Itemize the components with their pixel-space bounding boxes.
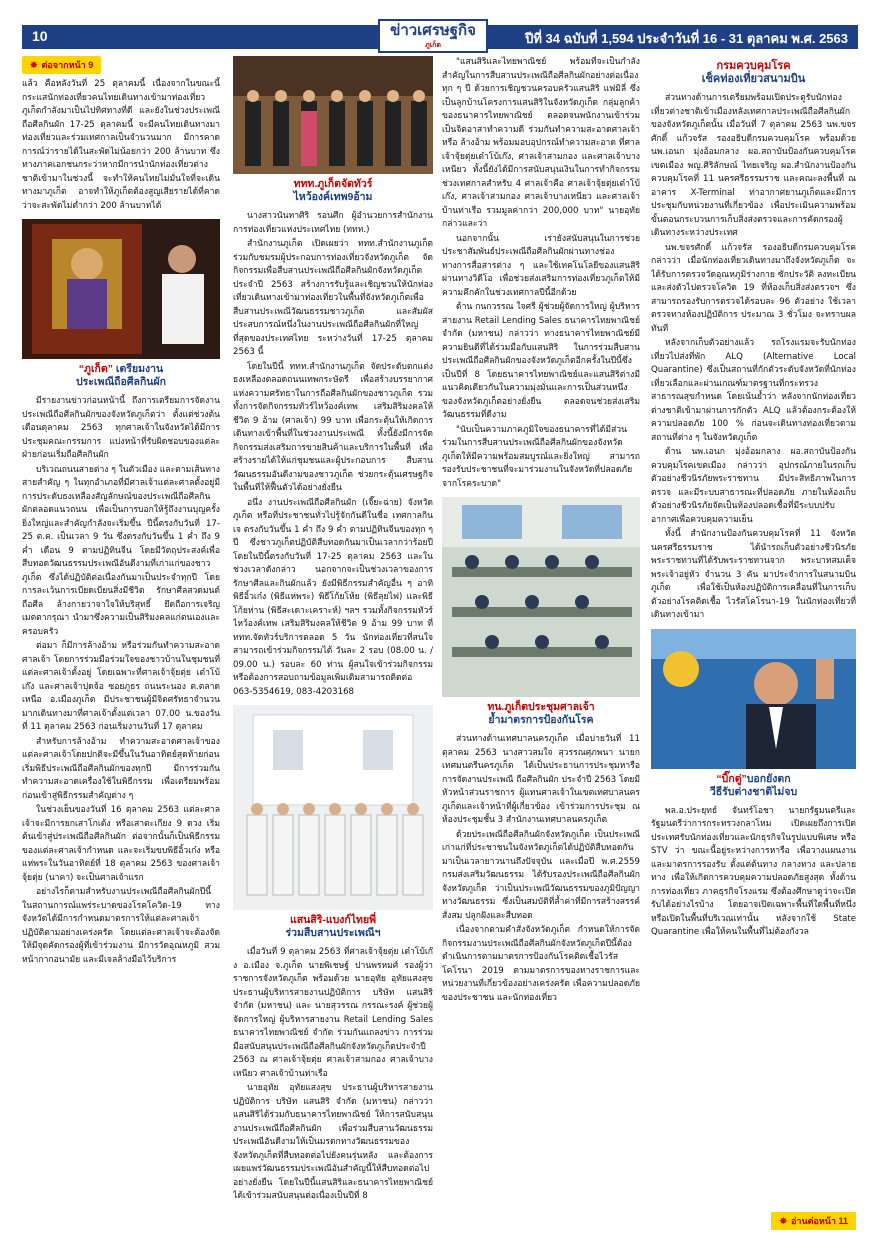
caption-line-1: ทน.ภูเก็ตประชุมศาลเจ้า: [487, 701, 595, 713]
caption-line-2: ร่วมสืบสานประเพณีฯ: [285, 927, 381, 939]
column-4: [651, 56, 856, 1226]
logo-title: ข่าวเศรษฐกิจ: [390, 23, 476, 39]
continued-from-tag: [22, 56, 101, 74]
paragraph: โดยในปีนี้ ททท.สำนักงานภูเก็ต จัดประดับตกแต่งธงเหลืองตลอดถนนเทพกระษัตรี เพื่อสร้างบรรยากาศแห่งความศรัทธาในการถือศีลกินผักของชาวภูเก็ต รวมทั้งการจัดกิจกรรมทัวร์ไหว้องค์เทพ เสริมสิริมงคลให้ชีวิต 9 อ้าม (ศาลเจ้า) 99 บาท เพื่อกระตุ้นให้เกิดการเดินทางเข้าพื้นที่ในช่วงงานประเพณี ทั้งนี้ยังมีการจัดกิจกรรมส่งเสริมการขายสินค้าและบริการในพื้นที่ เพื่อสร้างรายได้ให้แก่ชุมชนและผู้ประกอบการ สืบสานวัฒนธรรมอันดีงามของชาวภูเก็ต ช่วยกระตุ้นเศรษฐกิจในพื้นที่ให้ฟื้นตัวได้อย่างยั่งยืน: [233, 361, 433, 493]
paragraph: บริเวณถนนสายต่าง ๆ ในตัวเมือง และตามเส้นทางสายสำคัญ ๆ ในทุกอำเภอที่มีศาลเจ้าแต่ละศาลตั้งอยู่มีการประดับธงเหลืองสัญลักษณ์ของประเพณีถือศีลกินผักตลอดแนวถนน เพื่อเป็นการบอกให้รู้ถึงงานบุญครั้งยิ่งใหญ่และสำคัญกำลังจะเริ่มขึ้น ปีนี้ตรงกับวันที่ 17-25 ต.ค. เป็นเวลา 9 วัน ซึ่งตรงกับวันขึ้น 1 ค่ำ ถึง 9 ค่ำ เดือน 9 ตามปฏิทินจีน โดยมีวัตถุประสงค์เพื่อสืบทอดวัฒนธรรมประเพณีอันดีงามที่เก่าแก่ของชาวภูเก็ต ซึ่งได้ปฏิบัติต่อเนื่องกันมาเป็นประจำทุกปี โดยการละเว้นการเบียดเบียนสิ่งมีชีวิต รักษาศีลสวดมนต์ถือศีล ล้างกายวาจาใจให้บริสุทธิ์ ยึดถือการเจริญเมตตากรุณา นำมาซึ่งความเป็นสิริมงคลแก่ตนเองและครอบครัว: [22, 464, 220, 637]
paragraph: เมื่อวันที่ 9 ตุลาคม 2563 ที่ศาลเจ้าจุ้ยตุ่ย เต๋าโบ้เก๊ง อ.เมือง จ.ภูเก็ต นายพิเชษฐ์ ปานพรหมศ์ รองผู้ว่าราชการจังหวัดภูเก็ต พร้อมด้วย นายอุทัย อุทัยแสงสุข ประธานผู้บริหารสายงานปฏิบัติการ บริษัท แสนสิริ จำกัด (มหาชน) และ นายสุวรรณ กรรณะรงค์ ผู้ช่วยผู้จัดการใหญ่ ผู้บริหารสายงาน Retail Lending Sales ธนาคารไทยพาณิชย์ จำกัด ร่วมกันแถลงข่าว การร่วมมือสนับสนุนประเพณีถือศีลกินผักจังหวัดภูเก็ตประจำปี 2563 ณ ศาลเจ้าจุ้ยตุ่ย ศาลเจ้าสามกอง ศาลเจ้าบางเหนียว ศาลเจ้าบ้านท่าเรือ: [233, 947, 433, 1079]
paragraph: ด้าน นพ.เอนก มุ่งอ้อมกลาง ผอ.สถาบันป้องกันควบคุมโรคเขตเมือง กล่าวว่า อุปกรณ์ภายในรถเก็บตัวอย่างชีวนิรภัยพระราชทาน มีประสิทธิภาพในการตรวจ และมีระบบสาธารณะที่ปลอดภัย ภายในห้องเก็บตัวอย่างชีวนิรภัยจัดเป็นห้องปลอดเชื้อที่มีระบบปรับอากาศเพื่อควบคุมความเย็น: [651, 447, 856, 525]
paragraph: ส่วนทางด้านการเตรียมพร้อมเปิดประตูรับนักท่องเที่ยวต่างชาติเข้าเมืองหลังเทศกาลประเพณีถือศีลกินผักของจังหวัดภูเก็ตนั้น เมื่อวันที่ 7 ตุลาคม 2563 นพ.ขจรศักดิ์ แก้วจรัส รองอธิบดีกรมควบคุมโรค พร้อมด้วย นพ.เอนก มุ่งอ้อมกลาง ผอ.สถาบันป้องกันควบคุมโรคเขตเมือง พญ.ศิริลักษณ์ ไทยเจริญ ผอ.สำนักงานป้องกันควบคุมโรคที่ 11 นครศรีธรรมราช และคณะลงพื้นที่ ณ อาคาร X-Terminal ท่าอากาศยานภูเก็ตและมีการประชุมกับหน่วยงานที่เกี่ยวข้อง เพื่อประเมินความพร้อมขั้นตอนกระบวนการเก็บสิ่งส่งตรวจและการคัดกรองผู้เดินทางระหว่างประเทศ: [651, 93, 856, 238]
paragraph: ในช่วงเย็นของวันที่ 16 ตุลาคม 2563 แต่ละศาลเจ้าจะมีการยกเสาโกเต้ง หรือเสาตะเกียง 9 ดวง เริ่มต้นเข้าสู่ประเพณีถือศีลกินผัก ต่อจากนั้นก็เป็นพิธีกรรมของแต่ละศาลเจ้ากำหนด และจะเริ่มขบพิธีอิ้วเก๋ง หรือแห่พระในวันอาทิตย์ที่ 18 ตุลาคม 2563 ของศาลเจ้าจุ้ยตุ่ย (นาคา) จะเป็นศาลเจ้าแรก: [22, 805, 220, 883]
prime-minister-illustration: [651, 629, 856, 769]
heading-line-2: เช็คท่องเที่ยวสนามบิน: [701, 73, 806, 85]
paragraph: มีรายงานข่าวก่อนหน้านี้ ถึงการเตรียมการจัดงานประเพณีถือศีลกินผักของจังหวัดภูเก็ตว่า ตั้งแต่ช่วงต้นเดือนตุลาคม 2563 ทุกศาลเจ้าในจังหวัดได้มีการประชุมคณะกรรมการ แบ่งหน้าที่รับผิดชอบของแต่ละฝ่ายก่อนเริ่มถือศีลกินผัก: [22, 396, 220, 460]
column-3: [442, 56, 640, 1226]
sansiri-press-photo: [233, 705, 433, 910]
paragraph: สำหรับการล้างอ้าม ทำความสะอาดศาลเจ้าของแต่ละศาลเจ้าโดยปกติจะมีขึ้นในวันอาทิตย์สุดท้ายก่อนเริ่มพิธีประเพณีถือศีลกินผักของทุกปี มีการร่วมกันทำความสะอาดเครื่องใช้ในพิธีกรรม เพื่อเตรียมพร้อมก่อนเข้าสู่พิธีกรรมสำคัญต่าง ๆ: [22, 736, 220, 801]
caption-line-2: วีธีรับต่างชาติไม่จบ: [709, 785, 798, 798]
caption-line-1: ททท.ภูเก็ตจัดทัวร์: [293, 178, 373, 190]
page-number: 10: [32, 28, 48, 44]
meeting-room-photo: [442, 497, 640, 697]
caption-line-2: ไหว้องค์เทพ9อ้าม: [293, 191, 373, 203]
paragraph: อนึ่ง งานประเพณีถือศีลกินผัก (เจี๊ยะฉ่าย) จังหวัดภูเก็ต หรือที่ประชาชนทั่วไปรู้จักกันดีในชื่อ เทศกาลกินเจ ตรงกับวันขึ้น 1 ค่ำ ถึง 9 ค่ำ ตามปฏิทินจีนของทุก ๆ ปี ซึ่งชาวภูเก็ตปฏิบัติสืบทอดกันมาเป็นเวลากว่าร้อยปี โดยในปีนี้ตรงกับวันที่ 17-25 ตุลาคม 2563 และในช่วงเวลาดังกล่าว นอกจากจะเป็นช่วงเวลาของการรักษาศีลและกินผักแล้ว ยังมีพิธีกรรมสำคัญอื่น ๆ อาทิ พิธีอิ้วเก๋ง (พิธีแห่พระ) พิธีโก้ยโห้ย (พิธีลุยไฟ) และพิธีโก้ยห่าน (พิธีสะเดาะเคราะห์) ฯลฯ รวมทั้งกิจกรรมทัวร์ไหว้องค์เทพ เสริมสิริมงคลให้ชีวิต 9 อ้าม 99 บาท ที่ ททท.จัดทัวร์บริการตลอด 5 วัน นักท่องเที่ยวที่สนใจสามารถเข้าร่วมกิจกรรมได้ วันละ 2 รอบ (08.00 น. / 09.00 น.) รอบละ 60 ท่าน ผู้สนใจเข้าร่วมกิจกรรม หรือต้องการสอบถามข้อมูลเพิ่มเติมสามารถติดต่อ 063-5354619, 083-4203168: [233, 497, 433, 697]
newspaper-logo: [378, 19, 488, 53]
paragraph: ด้าน กนกวรรณ ใจศรี ผู้ช่วยผู้จัดการใหญ่ ผู้บริหารสายงาน Retail Lending Sales ธนาคารไทยพาณิชย์ จำกัด (มหาชน) กล่าวว่า ทางธนาคารไทยพาณิชย์มีความยินดีที่ได้ร่วมมือกับแสนสิริ ในการร่วมสืบสานประเพณีถือศีลกินผักของจังหวัดภูเก็ตอีกครั้งในปีนี้ซึ่งเป็นปีที่ 8 โดยธนาคารไทยพาณิชย์และแสนสิริต่างมีแนวคิดเดียวกันในความมุ่งมั่นและการเป็นส่วนหนึ่งของจังหวัดภูเก็ตอย่างยั่งยืน ตลอดจนช่วยส่งเสริมวัฒนธรรมที่ดีงาม: [442, 302, 640, 420]
paragraph: อย่างไรก็ตามสำหรับงานประเพณีถือศีลกินผักปีนี้ในสถานการณ์แพร่ระบาดของโรคโควิด-19 ทางจังหวัดได้มีการกำหนดมาตรการให้แต่ละศาลเจ้าปฏิบัติตามอย่างเคร่งครัด โดยแต่ละศาลเจ้าจะต้องจัดให้มีจุดคัดกรองผู้ที่เข้าร่วมงาน มีการวัดอุณหภูมิ สวมหน้ากากอนามัย และมีเจลล้างมือไว้บริการ: [22, 887, 220, 965]
caption-red-part: “ภูเก็ต”: [78, 363, 113, 375]
paragraph: ส่วนทางด้านเทศบาลนครภูเก็ต เมื่อบ่ายวันที่ 11 ตุลาคม 2563 นางสาวสมใจ สุวรรณศุภพนา นายกเทศมนตรีนครภูเก็ต ได้เป็นประธานการประชุมหารือการจัดงานประเพณี ถือศีลกินผัก ประจำปี 2563 โดยมีหัวหน้าส่วนราชการ ผู้แทนศาลเจ้าในเขตเทศบาลนครภูเก็ตและเจ้าหน้าที่ผู้เกี่ยวข้อง เข้าร่วมการประชุม ณ ห้องประชุมชั้น 3 สำนักงานเทศบาลนครภูเก็ต: [442, 734, 640, 825]
star-icon: ✸: [779, 1216, 787, 1226]
paragraph: "แสนสิริและไทยพาณิชย์ พร้อมที่จะเป็นกำลังสำคัญในการสืบสานประเพณีถือศีลกินผักอย่างต่อเนื่องทุก ๆ ปี ด้วยการเชิญชวนครอบครัวแสนสิริ แฟมิลี่ ซึ่งเป็นลูกบ้านโครงการแสนสิริในจังหวัดภูเก็ต กลุ่มลูกค้าของธนาคารไทยพาณิชย์ ตลอดจนพนักงานเข้าร่วมเป็นจิตอาสาทำความดี ร่วมกันทำความสะอาดศาลเจ้า หรือ ล้างอ้าม พร้อมมอบอุปกรณ์ทำความสะอาด ที่ศาลเจ้าจุ้ยตุ่ยเต๋าโบ้เก๊ง, ศาลเจ้าสามกอง และศาลเจ้าบางเหนียว ทั้งนี้ยังได้มีการสนับสนุนเงินในการทำกิจกรรมช่วงเทศกาลสำหรับ 4 ศาลเจ้าคือ ศาลเจ้าจุ้ยตุ่ยเต๋าโบ้เก๊ง, ศาลเจ้าสามกอง ศาลเจ้าบางเหนียว และศาลเจ้าบ้านท่าเรือ รวมมูลค่ากว่า 200,000 บาท" นายอุทัยกล่าวและว่า: [442, 57, 640, 229]
caption-line-1: แสนสิริ-แบงก์ไทยพี่: [289, 914, 377, 926]
caption-line-2: ย้ำมาตรการป้องกันโรค: [488, 714, 594, 726]
column-1: [22, 56, 220, 1226]
continued-to-tag: [771, 1212, 856, 1230]
paragraph: นอกจากนั้น เรายังสนับสนุนในการช่วยประชาสัมพันธ์ประเพณีถือศีลกินผักผ่านทางช่องทางการสื่อสารต่าง ๆ และใช้เทคโนโลยีของแสนสิริผ่านทางวิดีโอ เพื่อช่วยส่งเสริมการท่องเที่ยวภูเก็ตให้มีความคึกคักในช่วงเทศกาลปีนี้อีกด้วย: [442, 233, 640, 298]
continued-from-label: ต่อจากหน้า 9: [41, 60, 94, 70]
meeting-room-illustration: [442, 497, 640, 697]
photo-caption-tat-tour: [233, 178, 433, 204]
photo-caption-vegetarian-prep: [22, 363, 220, 389]
column-2: [233, 56, 433, 1226]
shrine-cleaning-photo: [22, 219, 220, 359]
continued-to-label: อ่านต่อหน้า 11: [790, 1216, 848, 1226]
paragraph: หลังจากเก็บตัวอย่างแล้ว รถโรงแรมจะรับนักท่องเที่ยวไปส่งที่พัก ALQ (Alternative Local Quarantine) ซึ่งเป็นสถานที่กักตัวระดับจังหวัดที่นักท่องเที่ยวเลือกและผ่านเกณฑ์มาตรฐานที่กระทรวงสาธารณสุขกำหนด โดยเน้นย้ำว่า หลังจากนักท่องเที่ยวต่างชาติเข้ามาผ่านการกักตัว ALQ แล้วต้องกระต้องให้ความปลอดภัย 100 % ก่อนจะเดินทางท่องเที่ยวตามสถานที่ต่าง ๆ ในจังหวัดภูเก็ต: [651, 338, 856, 443]
article-heading-disease-control: [651, 60, 856, 86]
paragraph: เนื่องจากตามคำสั่งจังหวัดภูเก็ต กำหนดให้การจัดกิจกรรมงานประเพณีถือศีลกินผักจังหวัดภูเก็ตปีนี้ต้องดำเนินการตามมาตรการป้องกันโรคติดเชื้อไวรัสโคโรนา 2019 ตามมาตรการของทางราชการและหน่วยงานที่เกี่ยวข้องอย่างเคร่งครัด เพื่อความปลอดภัยของประชาชน และนักท่องเที่ยว: [442, 925, 640, 1003]
paragraph: ทั้งนี้ สำนักงานป้องกันควบคุมโรคที่ 11 จังหวัดนครศรีธรรมราช ได้นำรถเก็บตัวอย่างชีวนิรภัยพระราชทานที่ได้รับพระราชทานจาก พระบาทสมเด็จพระเจ้าอยู่หัว จำนวน 3 คัน มาประจำการในสนามบินภูเก็ต เพื่อใช้เป็นห้องปฏิบัติการเคลื่อนที่ในการเก็บตัวอย่างโรคติดเชื้อ ไวรัสโคโรนา-19 ในนักท่องเที่ยวที่เดินทางเข้ามา: [651, 529, 856, 620]
paragraph: ด้วยประเพณีถือศีลกินผักจังหวัดภูเก็ต เป็นประเพณีเก่าแก่ที่ประชาชนในจังหวัดภูเก็ตได้ปฏิบัติสืบทอดกันมาเป็นเวลายาวนานถึงปัจจุบัน และเมื่อปี พ.ศ.2559 กรมส่งเสริมวัฒนธรรม ได้รับรองประเพณีถือศีลกินผักจังหวัดภูเก็ต ว่าเป็นประเพณีวัฒนธรรมของภูมิปัญญาทางวัฒนธรรม ซึ่งเป็นสมบัติที่ล้ำค่าที่มีการสร้างสรรค์สั่งสม ปลูกฝังและสืบทอด: [442, 829, 640, 921]
tat-group-illustration: [233, 56, 433, 174]
tat-group-photo: [233, 56, 433, 174]
issue-info: ปีที่ 34 ฉบับที่ 1,594 ประจำวันที่ 16 - 31 ตุลาคม พ.ศ. 2563: [525, 31, 848, 46]
intro-paragraph: แล้ว คือหลังวันที่ 25 ตุลาคมนี้ เนื่องจากในขณะนี้กระแสนักท่องเที่ยวคนไทยเดินทางเข้ามาท่องเที่ยวภูเก็ตกำลังมาเป็นไปทิศทางที่ดี และยังในช่วงประเพณีถือศีลกินผัก 17-25 ตุลาคมนี้ จะมีคนไทยเดินทางมาท่องเที่ยวและร่วมเทศกาลเป็นจำนวนมาก มีการคาดการณ์ว่ารายได้ในสะพัดไม่น้อยกว่า 200 ล้านบาท ซึ่งทางภาคเอกชนกระว่าหากมีการนำนักท่องเที่ยวต่างชาติเข้ามาในช่วงนี้ จะทำให้คนไทยไม่มั่นใจที่จะเดินทางมาภูเก็ต อาจทำให้ภูเก็ตต้องสูญเสียรายได้ที่คาดว่าจะสะพัดไม่ต่ำกว่า 200 ล้านบาทได้: [22, 79, 220, 211]
paragraph: นายอุทัย อุทัยแสงสุข ประธานผู้บริหารสายงานปฏิบัติการ บริษัท แสนสิริ จำกัด (มหาชน) กล่าวว่า แสนสิริได้ร่วมกับธนาคารไทยพาณิชย์ ให้การสนับสนุนงานประเพณีถือศีลกินผัก เพื่อร่วมสืบสานวัฒนธรรมประเพณีอันดีงามให้เป็นมรดกทางวัฒนธรรมของจังหวัดภูเก็ตที่สืบทอดต่อไปยังคนรุ่นหลัง และต้องการเผยแพร่วัฒนธรรมประเพณีอันสำคัญนี้ให้สืบทอดต่อไปอย่างยั่งยืน โดยในปีนี้แสนสิริและธนาคารไทยพาณิชย์ได้เข้าร่วมสนับสนุนต่อเนื่องเป็นปีที่ 8: [233, 1083, 433, 1201]
paragraph: ต่อมา ก็มีการล้างอ้าม หรือร่วมกันทำความสะอาดศาลเจ้า โดยการร่วมมือร่วมใจของชาวบ้านในชุมชนที่แต่ละศาลเจ้าตั้งอยู่ โดยเฉพาะที่ศาลเจ้าจุ้ยตุ่ย เต๋าโบ้เก๊ง และศาลเจ้าปุดจ้อ ซอยภูธร ถนนระนอง ต.ตลาดเหนือ อ.เมืองภูเก็ต มีประชาชนผู้มีจิตศรัทธาจำนวนมากเดินทางมาที่ศาลเจ้าตั้งแต่เวลา 07.00 น.ของวันที่ 11 ตุลาคม 2563 ก่อนเริ่มงานวันที่ 17 ตุลาคม: [22, 641, 220, 732]
paragraph: พล.อ.ประยุทธ์ จันทร์โอชา นายกรัฐมนตรีและรัฐมนตรีว่าการกระทรวงกลาโหม เปิดเผยถึงการเปิดประเทศรับนักท่องเที่ยวและนักธุรกิจในรูปแบบพิเศษ หรือ STV ว่า ขณะนี้อยู่ระหว่างการหารือ เพื่อวางแผนงานและมาตรการรองรับ ตั้งแต่ต้นทาง กลางทาง และปลายทาง เพื่อให้เกิดการควบคุมความปลอดภัยสูงสุด ทั้งด้านการท่องเที่ยว ภาคธุรกิจโรงแรม ซึ่งต้องศึกษาดูว่าจะเปิดรับได้อย่างไรบ้าง โดยอาจเปิดเฉพาะพื้นที่ใดพื้นที่หนึ่ง หรือเปิดในพื้นที่บริเวณเท่านั้น หลังจากใช้ State Quarantine เพื่อให้คนในพื้นที่ไม่ต้องกังวล: [651, 805, 856, 937]
sansiri-press-illustration: [233, 705, 433, 910]
photo-caption-prime-minister: [651, 773, 856, 799]
shrine-cleaning-illustration: [22, 219, 220, 359]
caption-blue-part: เตรียมงาน: [115, 363, 164, 375]
heading-line-1: กรมควบคุมโรค: [716, 60, 791, 72]
caption-line-2: ประเพณีถือศีลกินผัก: [75, 376, 166, 388]
paragraph: นางสาวนันทาศิริ รอนศึก ผู้อำนวยการสำนักงานการท่องเที่ยวแห่งประเทศไทย (ททท.): [233, 211, 433, 235]
photo-caption-sansiri: [233, 914, 433, 940]
page-header: [22, 25, 858, 49]
photo-caption-municipality: [442, 701, 640, 727]
paragraph: นพ.ขจรศักดิ์ แก้วจรัส รองอธิบดีกรมควบคุมโรค กล่าวว่า เมื่อนักท่องเที่ยวเดินทางมาถึงจังหวัดภูเก็ต จะได้รับการตรวจวัดอุณหภูมิร่างกาย ซักประวัติ ลงทะเบียน และส่งตัวไปตรวจโควิด 19 ที่ห้องเก็บสิ่งส่งตรวจฯ ซึ่งสามารถรองรับการตรวจได้รอบละ 96 ตัวอย่าง ใช้เวลาตรวจทางห้องปฏิบัติการ ประมาณ 3 ชั่วโมง จะทราบผลทันที: [651, 242, 856, 334]
logo-subtitle: ภูเก็ต: [425, 41, 441, 49]
paragraph: สำนักงานภูเก็ต เปิดเผยว่า ททท.สำนักงานภูเก็ต ร่วมกับชมรมผู้ประกอบการท่องเที่ยวจังหวัดภูเก็ต จัดกิจกรรมเพื่อสืบสานประเพณีถือศีลกินผักจังหวัดภูเก็ต ประจำปี 2563 สร้างการรับรู้และเชิญชวนให้นักท่องเที่ยวเดินทางเข้ามาท่องเที่ยวในพื้นที่จังหวัดภูเก็ตเพื่อสืบสานประเพณีวัฒนธรรมชาวภูเก็ต และสัมผัสประสบการณ์หนึ่งในงานประเพณีถือศีลกินผักที่ใหญ่ที่สุดของประเทศไทย ระหว่างวันที่ 17-25 ตุลาคม 2563 นี้: [233, 239, 433, 357]
star-icon: ✸: [30, 60, 38, 70]
paragraph: "นับเป็นความภาคภูมิใจของธนาคารที่ได้มีส่วนร่วมในการสืบสานประเพณีถือศีลกินผักของจังหวัดภูเก็ตให้มีความพร้อมสมบูรณ์และยิ่งใหญ่ สามารถรองรับประชาชนที่จะมาร่วมงานในจังหวัดที่ปลอดภัยจากโรคระบาด": [442, 424, 640, 489]
caption-red-part: “บิ๊กตู่”: [716, 772, 747, 785]
caption-blue-part: บอกยังตก: [746, 772, 791, 785]
prime-minister-photo: [651, 629, 856, 769]
